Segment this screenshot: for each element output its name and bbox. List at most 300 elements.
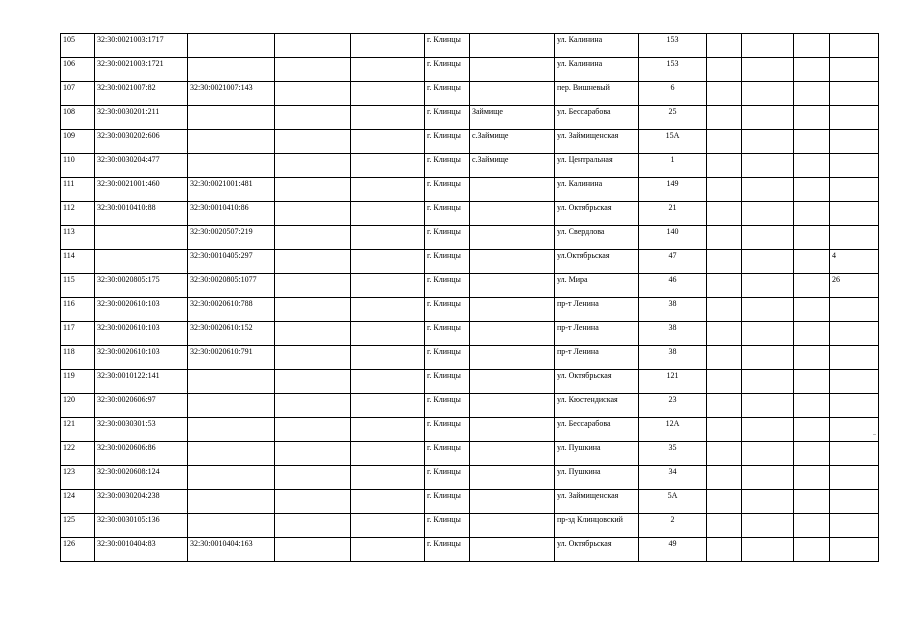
row-number-cell: 108 bbox=[61, 106, 95, 130]
locality-cell bbox=[470, 226, 555, 250]
locality-cell bbox=[470, 202, 555, 226]
locality-cell bbox=[470, 346, 555, 370]
blank-col-4-cell bbox=[275, 466, 351, 490]
blank-col-12-cell bbox=[794, 322, 830, 346]
row-number-cell: 124 bbox=[61, 490, 95, 514]
table-row bbox=[61, 130, 879, 154]
blank-col-12-cell bbox=[794, 250, 830, 274]
street-cell: ул. Пушкина bbox=[555, 466, 639, 490]
house-number-cell: 38 bbox=[639, 346, 707, 370]
blank-col-5-cell bbox=[351, 490, 425, 514]
building-cadastral-number-cell bbox=[188, 34, 275, 58]
blank-col-5-cell bbox=[351, 130, 425, 154]
blank-col-11-cell bbox=[742, 154, 794, 178]
blank-col-5-cell bbox=[351, 58, 425, 82]
building-cadastral-number-cell: 32:30:0020610:788 bbox=[188, 298, 275, 322]
cadastral-number-cell: 32:30:0030204:238 bbox=[95, 490, 188, 514]
house-number-cell: 15А bbox=[639, 130, 707, 154]
table-row bbox=[61, 226, 879, 250]
blank-col-11-cell bbox=[742, 202, 794, 226]
locality-cell: с.Займище bbox=[470, 130, 555, 154]
building-cadastral-number-cell: 32:30:0020507:219 bbox=[188, 226, 275, 250]
table-row bbox=[61, 202, 879, 226]
house-number-cell: 35 bbox=[639, 442, 707, 466]
table-row bbox=[61, 370, 879, 394]
house-number-cell: 23 bbox=[639, 394, 707, 418]
blank-col-5-cell bbox=[351, 514, 425, 538]
row-number-cell: 117 bbox=[61, 322, 95, 346]
scan-speck bbox=[873, 434, 876, 435]
house-number-cell: 25 bbox=[639, 106, 707, 130]
blank-col-10-cell bbox=[707, 298, 742, 322]
blank-col-12-cell bbox=[794, 58, 830, 82]
cadastral-number-cell: 32:30:0021001:460 bbox=[95, 178, 188, 202]
cadastral-number-cell: 32:30:0030201:211 bbox=[95, 106, 188, 130]
blank-col-10-cell bbox=[707, 202, 742, 226]
street-cell: пр-т Ленина bbox=[555, 346, 639, 370]
street-cell: ул. Калинина bbox=[555, 34, 639, 58]
building-cadastral-number-cell bbox=[188, 514, 275, 538]
table-row bbox=[61, 82, 879, 106]
table-row bbox=[61, 442, 879, 466]
blank-col-10-cell bbox=[707, 370, 742, 394]
locality-cell bbox=[470, 250, 555, 274]
city-cell: г. Клинцы bbox=[425, 538, 470, 562]
blank-col-10-cell bbox=[707, 346, 742, 370]
blank-col-5-cell bbox=[351, 298, 425, 322]
street-cell: ул. Калинина bbox=[555, 178, 639, 202]
house-number-cell: 38 bbox=[639, 298, 707, 322]
building-cadastral-number-cell bbox=[188, 106, 275, 130]
street-cell: ул. Кюстендиская bbox=[555, 394, 639, 418]
building-cadastral-number-cell bbox=[188, 442, 275, 466]
blank-col-11-cell bbox=[742, 274, 794, 298]
cadastral-number-cell: 32:30:0020610:103 bbox=[95, 322, 188, 346]
blank-col-4-cell bbox=[275, 250, 351, 274]
blank-col-4-cell bbox=[275, 514, 351, 538]
blank-col-4-cell bbox=[275, 394, 351, 418]
table-row bbox=[61, 298, 879, 322]
apartment-cell bbox=[830, 538, 879, 562]
blank-col-12-cell bbox=[794, 370, 830, 394]
locality-cell bbox=[470, 370, 555, 394]
house-number-cell: 5А bbox=[639, 490, 707, 514]
cadastral-number-cell bbox=[95, 250, 188, 274]
city-cell: г. Клинцы bbox=[425, 130, 470, 154]
cadastral-number-cell: 32:30:0020606:86 bbox=[95, 442, 188, 466]
blank-col-10-cell bbox=[707, 418, 742, 442]
apartment-cell bbox=[830, 466, 879, 490]
blank-col-5-cell bbox=[351, 226, 425, 250]
apartment-cell bbox=[830, 370, 879, 394]
building-cadastral-number-cell bbox=[188, 418, 275, 442]
blank-col-12-cell bbox=[794, 130, 830, 154]
blank-col-5-cell bbox=[351, 466, 425, 490]
cadastral-number-cell: 32:30:0030301:53 bbox=[95, 418, 188, 442]
table-row bbox=[61, 394, 879, 418]
blank-col-4-cell bbox=[275, 34, 351, 58]
row-number-cell: 111 bbox=[61, 178, 95, 202]
blank-col-4-cell bbox=[275, 370, 351, 394]
blank-col-5-cell bbox=[351, 418, 425, 442]
blank-col-12-cell bbox=[794, 394, 830, 418]
blank-col-5-cell bbox=[351, 106, 425, 130]
apartment-cell bbox=[830, 514, 879, 538]
row-number-cell: 107 bbox=[61, 82, 95, 106]
apartment-cell bbox=[830, 490, 879, 514]
blank-col-11-cell bbox=[742, 514, 794, 538]
building-cadastral-number-cell: 32:30:0010404:163 bbox=[188, 538, 275, 562]
cadastral-number-cell: 32:30:0030202:606 bbox=[95, 130, 188, 154]
row-number-cell: 113 bbox=[61, 226, 95, 250]
building-cadastral-number-cell bbox=[188, 154, 275, 178]
blank-col-10-cell bbox=[707, 274, 742, 298]
apartment-cell bbox=[830, 322, 879, 346]
house-number-cell: 1 bbox=[639, 154, 707, 178]
apartment-cell bbox=[830, 178, 879, 202]
house-number-cell: 6 bbox=[639, 82, 707, 106]
locality-cell bbox=[470, 298, 555, 322]
street-cell: пр-т Ленина bbox=[555, 298, 639, 322]
blank-col-4-cell bbox=[275, 130, 351, 154]
blank-col-11-cell bbox=[742, 130, 794, 154]
blank-col-12-cell bbox=[794, 274, 830, 298]
house-number-cell: 34 bbox=[639, 466, 707, 490]
cadastral-number-cell: 32:30:0021007:82 bbox=[95, 82, 188, 106]
street-cell: ул. Свердлова bbox=[555, 226, 639, 250]
blank-col-11-cell bbox=[742, 394, 794, 418]
blank-col-4-cell bbox=[275, 202, 351, 226]
blank-col-5-cell bbox=[351, 274, 425, 298]
blank-col-4-cell bbox=[275, 490, 351, 514]
blank-col-10-cell bbox=[707, 490, 742, 514]
city-cell: г. Клинцы bbox=[425, 394, 470, 418]
house-number-cell: 21 bbox=[639, 202, 707, 226]
blank-col-5-cell bbox=[351, 370, 425, 394]
table-row bbox=[61, 418, 879, 442]
cadastral-number-cell: 32:30:0010404:83 bbox=[95, 538, 188, 562]
apartment-cell bbox=[830, 82, 879, 106]
city-cell: г. Клинцы bbox=[425, 322, 470, 346]
building-cadastral-number-cell bbox=[188, 466, 275, 490]
building-cadastral-number-cell bbox=[188, 130, 275, 154]
row-number-cell: 106 bbox=[61, 58, 95, 82]
street-cell: ул. Займищенская bbox=[555, 130, 639, 154]
city-cell: г. Клинцы bbox=[425, 250, 470, 274]
blank-col-4-cell bbox=[275, 226, 351, 250]
locality-cell bbox=[470, 274, 555, 298]
apartment-cell bbox=[830, 202, 879, 226]
blank-col-12-cell bbox=[794, 418, 830, 442]
street-cell: ул. Центральная bbox=[555, 154, 639, 178]
blank-col-10-cell bbox=[707, 226, 742, 250]
building-cadastral-number-cell bbox=[188, 58, 275, 82]
blank-col-12-cell bbox=[794, 490, 830, 514]
row-number-cell: 109 bbox=[61, 130, 95, 154]
blank-col-10-cell bbox=[707, 250, 742, 274]
apartment-cell bbox=[830, 418, 879, 442]
table-row bbox=[61, 178, 879, 202]
locality-cell bbox=[470, 34, 555, 58]
apartment-cell bbox=[830, 154, 879, 178]
blank-col-11-cell bbox=[742, 418, 794, 442]
apartment-cell bbox=[830, 394, 879, 418]
apartment-cell: 4 bbox=[830, 250, 879, 274]
cadastral-number-cell: 32:30:0020610:103 bbox=[95, 298, 188, 322]
building-cadastral-number-cell: 32:30:0010405:297 bbox=[188, 250, 275, 274]
blank-col-5-cell bbox=[351, 394, 425, 418]
blank-col-12-cell bbox=[794, 298, 830, 322]
blank-col-11-cell bbox=[742, 442, 794, 466]
city-cell: г. Клинцы bbox=[425, 58, 470, 82]
blank-col-11-cell bbox=[742, 250, 794, 274]
blank-col-5-cell bbox=[351, 34, 425, 58]
cadastral-number-cell bbox=[95, 226, 188, 250]
city-cell: г. Клинцы bbox=[425, 202, 470, 226]
house-number-cell: 153 bbox=[639, 34, 707, 58]
cadastral-number-cell: 32:30:0030204:477 bbox=[95, 154, 188, 178]
city-cell: г. Клинцы bbox=[425, 466, 470, 490]
city-cell: г. Клинцы bbox=[425, 178, 470, 202]
row-number-cell: 110 bbox=[61, 154, 95, 178]
blank-col-11-cell bbox=[742, 370, 794, 394]
house-number-cell: 149 bbox=[639, 178, 707, 202]
blank-col-4-cell bbox=[275, 538, 351, 562]
blank-col-10-cell bbox=[707, 322, 742, 346]
blank-col-4-cell bbox=[275, 322, 351, 346]
street-cell: ул. Октябрьская bbox=[555, 538, 639, 562]
blank-col-10-cell bbox=[707, 106, 742, 130]
city-cell: г. Клинцы bbox=[425, 514, 470, 538]
blank-col-4-cell bbox=[275, 418, 351, 442]
row-number-cell: 116 bbox=[61, 298, 95, 322]
blank-col-10-cell bbox=[707, 538, 742, 562]
building-cadastral-number-cell: 32:30:0021001:481 bbox=[188, 178, 275, 202]
house-number-cell: 121 bbox=[639, 370, 707, 394]
blank-col-12-cell bbox=[794, 538, 830, 562]
building-cadastral-number-cell bbox=[188, 394, 275, 418]
city-cell: г. Клинцы bbox=[425, 82, 470, 106]
locality-cell bbox=[470, 466, 555, 490]
street-cell: ул. Бессарабова bbox=[555, 106, 639, 130]
blank-col-11-cell bbox=[742, 82, 794, 106]
street-cell: ул. Октябрьская bbox=[555, 370, 639, 394]
blank-col-5-cell bbox=[351, 178, 425, 202]
cadastral-number-cell: 32:30:0010410:88 bbox=[95, 202, 188, 226]
building-cadastral-number-cell: 32:30:0010410:86 bbox=[188, 202, 275, 226]
city-cell: г. Клинцы bbox=[425, 106, 470, 130]
building-cadastral-number-cell: 32:30:0021007:143 bbox=[188, 82, 275, 106]
table-row bbox=[61, 106, 879, 130]
row-number-cell: 119 bbox=[61, 370, 95, 394]
blank-col-4-cell bbox=[275, 58, 351, 82]
apartment-cell bbox=[830, 346, 879, 370]
city-cell: г. Клинцы bbox=[425, 418, 470, 442]
blank-col-12-cell bbox=[794, 346, 830, 370]
house-number-cell: 46 bbox=[639, 274, 707, 298]
locality-cell bbox=[470, 394, 555, 418]
blank-col-4-cell bbox=[275, 178, 351, 202]
blank-col-10-cell bbox=[707, 154, 742, 178]
cadastral-number-cell: 32:30:0021003:1721 bbox=[95, 58, 188, 82]
city-cell: г. Клинцы bbox=[425, 370, 470, 394]
blank-col-5-cell bbox=[351, 322, 425, 346]
street-cell: ул. Мира bbox=[555, 274, 639, 298]
blank-col-4-cell bbox=[275, 298, 351, 322]
blank-col-11-cell bbox=[742, 466, 794, 490]
house-number-cell: 12А bbox=[639, 418, 707, 442]
cadastral-number-cell: 32:30:0020610:103 bbox=[95, 346, 188, 370]
row-number-cell: 126 bbox=[61, 538, 95, 562]
house-number-cell: 153 bbox=[639, 58, 707, 82]
street-cell: ул. Займищенская bbox=[555, 490, 639, 514]
blank-col-4-cell bbox=[275, 346, 351, 370]
street-cell: ул.Октябрьская bbox=[555, 250, 639, 274]
blank-col-12-cell bbox=[794, 514, 830, 538]
blank-col-10-cell bbox=[707, 82, 742, 106]
locality-cell: с.Займище bbox=[470, 154, 555, 178]
table-row bbox=[61, 466, 879, 490]
row-number-cell: 121 bbox=[61, 418, 95, 442]
locality-cell bbox=[470, 514, 555, 538]
table-row bbox=[61, 250, 879, 274]
blank-col-11-cell bbox=[742, 538, 794, 562]
blank-col-11-cell bbox=[742, 346, 794, 370]
blank-col-11-cell bbox=[742, 34, 794, 58]
street-cell: пр-зд Клинцовский bbox=[555, 514, 639, 538]
city-cell: г. Клинцы bbox=[425, 226, 470, 250]
blank-col-10-cell bbox=[707, 394, 742, 418]
apartment-cell bbox=[830, 298, 879, 322]
blank-col-10-cell bbox=[707, 34, 742, 58]
city-cell: г. Клинцы bbox=[425, 346, 470, 370]
row-number-cell: 123 bbox=[61, 466, 95, 490]
table-row bbox=[61, 154, 879, 178]
blank-col-12-cell bbox=[794, 34, 830, 58]
locality-cell bbox=[470, 178, 555, 202]
cadastral-number-cell: 32:30:0010122:141 bbox=[95, 370, 188, 394]
blank-col-5-cell bbox=[351, 442, 425, 466]
locality-cell bbox=[470, 58, 555, 82]
city-cell: г. Клинцы bbox=[425, 154, 470, 178]
cadastral-number-cell: 32:30:0030105:136 bbox=[95, 514, 188, 538]
street-cell: ул. Бессарабова bbox=[555, 418, 639, 442]
house-number-cell: 2 bbox=[639, 514, 707, 538]
blank-col-5-cell bbox=[351, 82, 425, 106]
cadastral-number-cell: 32:30:0020608:124 bbox=[95, 466, 188, 490]
table-row bbox=[61, 274, 879, 298]
blank-col-10-cell bbox=[707, 442, 742, 466]
blank-col-5-cell bbox=[351, 154, 425, 178]
blank-col-11-cell bbox=[742, 106, 794, 130]
street-cell: ул. Октябрьская bbox=[555, 202, 639, 226]
street-cell: пер. Вишневый bbox=[555, 82, 639, 106]
blank-col-4-cell bbox=[275, 82, 351, 106]
blank-col-12-cell bbox=[794, 178, 830, 202]
row-number-cell: 115 bbox=[61, 274, 95, 298]
blank-col-5-cell bbox=[351, 538, 425, 562]
blank-col-12-cell bbox=[794, 202, 830, 226]
building-cadastral-number-cell bbox=[188, 370, 275, 394]
building-cadastral-number-cell: 32:30:0020610:152 bbox=[188, 322, 275, 346]
street-cell: пр-т Ленина bbox=[555, 322, 639, 346]
cadastral-number-cell: 32:30:0020805:175 bbox=[95, 274, 188, 298]
apartment-cell bbox=[830, 106, 879, 130]
blank-col-10-cell bbox=[707, 178, 742, 202]
locality-cell bbox=[470, 82, 555, 106]
blank-col-5-cell bbox=[351, 202, 425, 226]
blank-col-10-cell bbox=[707, 58, 742, 82]
table-row bbox=[61, 538, 879, 562]
blank-col-10-cell bbox=[707, 466, 742, 490]
row-number-cell: 125 bbox=[61, 514, 95, 538]
blank-col-12-cell bbox=[794, 226, 830, 250]
table-row bbox=[61, 346, 879, 370]
blank-col-4-cell bbox=[275, 154, 351, 178]
house-number-cell: 47 bbox=[639, 250, 707, 274]
street-cell: ул. Калинина bbox=[555, 58, 639, 82]
city-cell: г. Клинцы bbox=[425, 34, 470, 58]
building-cadastral-number-cell: 32:30:0020805:1077 bbox=[188, 274, 275, 298]
row-number-cell: 120 bbox=[61, 394, 95, 418]
house-number-cell: 140 bbox=[639, 226, 707, 250]
blank-col-4-cell bbox=[275, 442, 351, 466]
blank-col-11-cell bbox=[742, 298, 794, 322]
apartment-cell bbox=[830, 34, 879, 58]
cadastral-number-cell: 32:30:0020606:97 bbox=[95, 394, 188, 418]
blank-col-12-cell bbox=[794, 106, 830, 130]
house-number-cell: 38 bbox=[639, 322, 707, 346]
apartment-cell bbox=[830, 58, 879, 82]
blank-col-12-cell bbox=[794, 82, 830, 106]
city-cell: г. Клинцы bbox=[425, 298, 470, 322]
blank-col-10-cell bbox=[707, 514, 742, 538]
blank-col-12-cell bbox=[794, 466, 830, 490]
cadastral-number-cell: 32:30:0021003:1717 bbox=[95, 34, 188, 58]
blank-col-11-cell bbox=[742, 226, 794, 250]
blank-col-11-cell bbox=[742, 178, 794, 202]
row-number-cell: 114 bbox=[61, 250, 95, 274]
row-number-cell: 105 bbox=[61, 34, 95, 58]
blank-col-12-cell bbox=[794, 154, 830, 178]
locality-cell bbox=[470, 418, 555, 442]
city-cell: г. Клинцы bbox=[425, 442, 470, 466]
locality-cell: Займище bbox=[470, 106, 555, 130]
locality-cell bbox=[470, 322, 555, 346]
property-register-table bbox=[60, 33, 879, 562]
table-row bbox=[61, 514, 879, 538]
table-row bbox=[61, 34, 879, 58]
blank-col-11-cell bbox=[742, 58, 794, 82]
table-row bbox=[61, 58, 879, 82]
locality-cell bbox=[470, 538, 555, 562]
table-row bbox=[61, 322, 879, 346]
apartment-cell bbox=[830, 130, 879, 154]
house-number-cell: 49 bbox=[639, 538, 707, 562]
blank-col-11-cell bbox=[742, 322, 794, 346]
building-cadastral-number-cell bbox=[188, 490, 275, 514]
locality-cell bbox=[470, 490, 555, 514]
blank-col-5-cell bbox=[351, 250, 425, 274]
city-cell: г. Клинцы bbox=[425, 274, 470, 298]
street-cell: ул. Пушкина bbox=[555, 442, 639, 466]
city-cell: г. Клинцы bbox=[425, 490, 470, 514]
blank-col-12-cell bbox=[794, 442, 830, 466]
blank-col-5-cell bbox=[351, 346, 425, 370]
blank-col-10-cell bbox=[707, 130, 742, 154]
blank-col-4-cell bbox=[275, 274, 351, 298]
apartment-cell bbox=[830, 442, 879, 466]
